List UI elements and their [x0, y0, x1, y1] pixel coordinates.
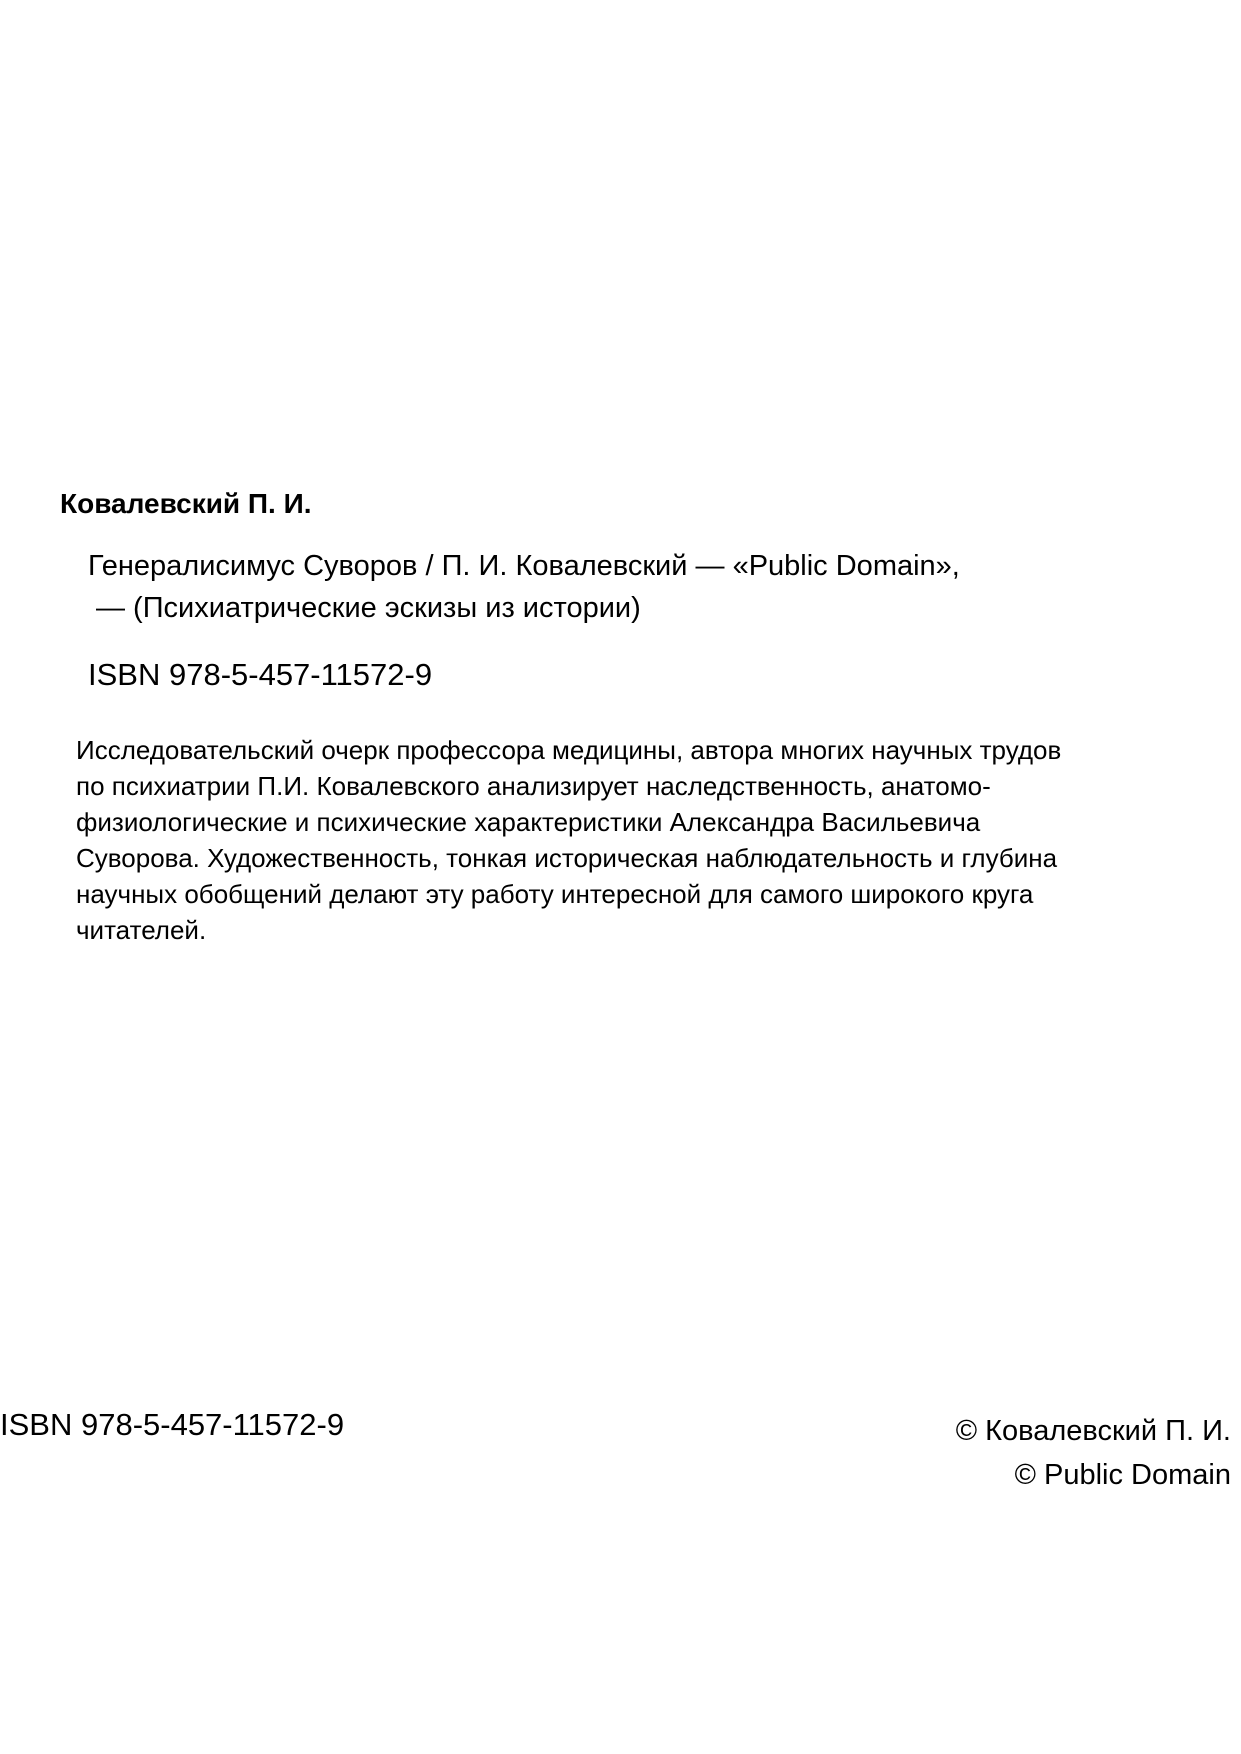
bibliographic-citation — [88, 545, 960, 629]
citation-title-line: Генералисимус Суворов / П. И. Ковалевский — «Public Domain», — [88, 550, 960, 582]
abstract-line: Суворова. Художественность, тонкая историческая наблюдательность и глубина — [76, 843, 1058, 873]
copyright-block — [956, 1409, 1231, 1497]
abstract-line: Исследовательский очерк профессора медицины, автора многих научных трудов — [76, 735, 1062, 765]
author-heading: Ковалевский П. И. — [60, 488, 312, 519]
abstract-line: читателей. — [76, 915, 207, 945]
abstract-line: по психиатрии П.И. Ковалевского анализирует наследственность, анатомо- — [76, 771, 991, 801]
citation-series-line: — (Психиатрические эскизы из истории) — [96, 592, 641, 624]
abstract-line: научных обобщений делают эту работу интересной для самого широкого круга — [76, 879, 1034, 909]
abstract-line: физиологические и психические характеристики Александра Васильевича — [76, 807, 981, 837]
isbn-citation: ISBN 978-5-457-11572-9 — [88, 657, 433, 692]
copyright-publisher: © Public Domain — [1014, 1459, 1231, 1491]
copyright-author: © Ковалевский П. И. — [955, 1415, 1231, 1447]
isbn-footer: ISBN 978-5-457-11572-9 — [0, 1407, 345, 1442]
abstract-paragraph — [76, 732, 1226, 948]
